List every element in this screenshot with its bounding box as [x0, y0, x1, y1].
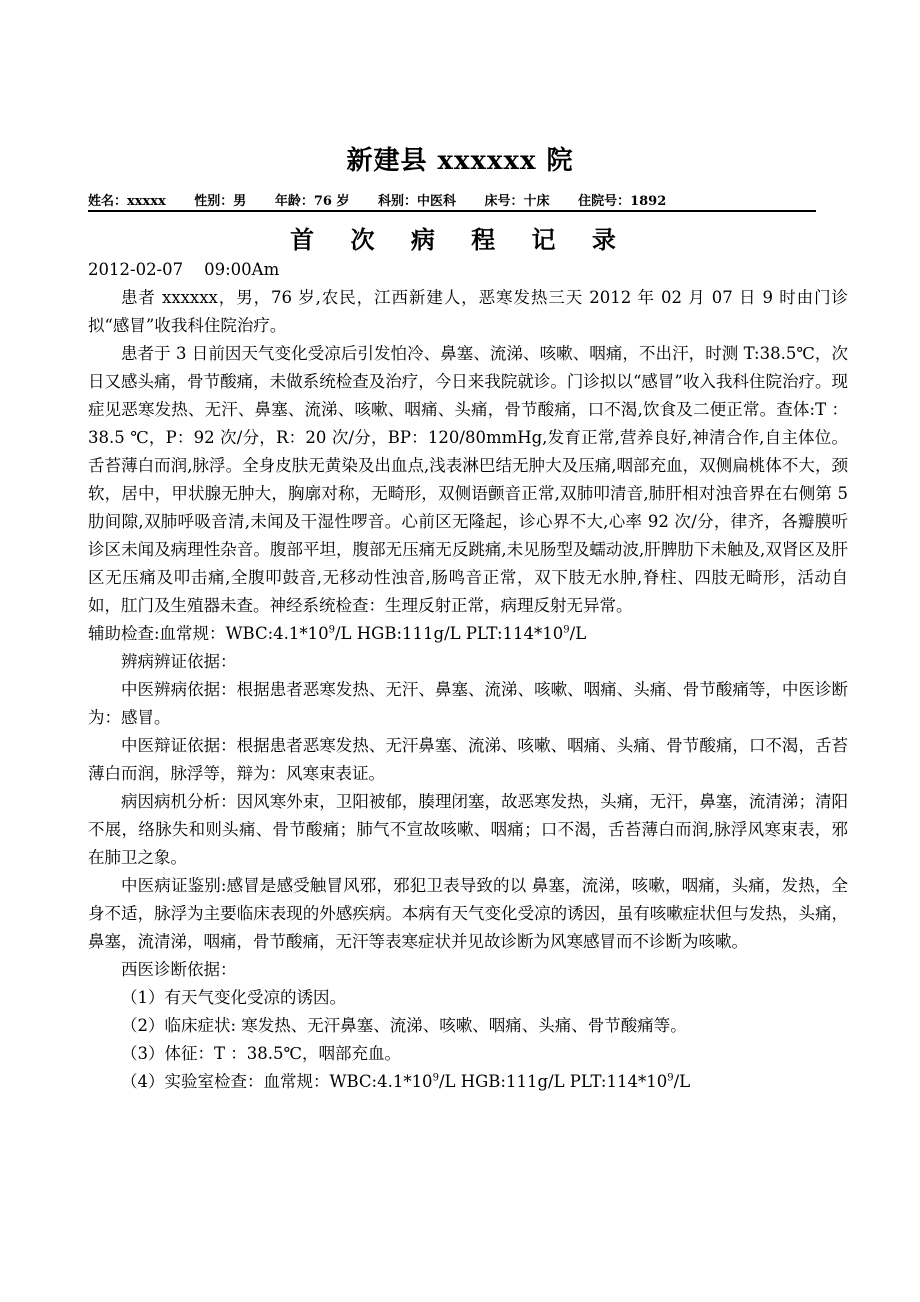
- list-item: （3）体征：T ：38.5℃，咽部充血。: [121, 1044, 401, 1063]
- department: 科别：中医科: [378, 194, 457, 209]
- tcm-differential: 中医病证鉴别:感冒是感受触冒风邪，邪犯卫表导致的以 鼻塞，流涕，咳嗽，咽痛，头痛，发热，全身不适，脉浮为主要临床表现的外感疾病。本病有天气变化受凉的诱因，虽有咳嗽症状但与发热，头痛，鼻塞，流清涕，咽痛，骨节酸痛，无汗等表寒症状并见故诊断为风寒感冒而不诊断为咳嗽。: [88, 876, 848, 951]
- list-item: （2）临床症状: 寒发热、无汗鼻塞、流涕、咳嗽、咽痛、头痛、骨节酸痛等。: [121, 1016, 687, 1035]
- list-item: （1）有天气变化受凉的诱因。: [121, 988, 346, 1007]
- hospital-name: 新建县 xxxxxx 院: [346, 146, 574, 176]
- tcm-disease-basis: 中医辨病依据：根据患者恶寒发热、无汗、鼻塞、流涕、咳嗽、咽痛、头痛、骨节酸痛等，中医诊断为：感冒。: [88, 680, 848, 727]
- patient-gender: 性别：男: [194, 194, 247, 209]
- history-and-exam: 患者于 3 日前因天气变化受凉后引发怕冷、鼻塞、流涕、咳嗽、咽痛，不出汗，时测 T:38.5℃，次日又感头痛，骨节酸痛，未做系统检查及治疗，今日来我院就诊。门诊拟以“感冒”收入我科住院治疗。现症见恶寒发热、无汗、鼻塞、流涕、咳嗽、咽痛、头痛，骨节酸痛，口不渴,饮食及二便正常。查体:T ：38.5 ℃，P：92 次/分，R：20 次/分，BP：120/80mmHg,发育正常,营养良好,神清合作,自主体位。舌苔薄白而润,脉浮。全身皮肤无黄染及出血点,浅表淋巴结无肿大及压痛,咽部充血，双侧扁桃体不大，颈软，居中，甲状腺无肿大，胸廓对称，无畸形，双侧语颤音正常,双肺叩清音,肺肝相对浊音界在右侧第 5 肋间隙,双肺呼吸音清,未闻及干湿性啰音。心前区无隆起，诊心界不大,心率 92 次/分，律齐，各瓣膜听诊区未闻及病理性杂音。腹部平坦，腹部无压痛无反跳痛,未见肠型及蠕动波,肝脾肋下未触及,双肾区及肝区无压痛及叩击痛,全腹叩鼓音,无移动性浊音,肠鸣音正常，双下肢无水肿,脊柱、四肢无畸形，活动自如，肛门及生殖器未查。神经系统检查：生理反射正常，病理反射无异常。: [88, 344, 848, 615]
- patient-name: 姓名：xxxxx: [88, 194, 166, 209]
- diagnosis-basis-heading: 辨病辨证依据：: [121, 652, 237, 671]
- patient-info-bar: [88, 190, 816, 212]
- auxiliary-exam: 辅助检查:血常规：$WBC:4.1*10^9/L$ HGB:111g/L $PLT:114*10^9/L$: [88, 624, 587, 643]
- admission-number: 住院号：1892: [578, 194, 667, 209]
- tcm-syndrome-basis: 中医辩证依据：根据患者恶寒发热、无汗鼻塞、流涕、咳嗽、咽痛、头痛、骨节酸痛，口不渴，舌苔薄白而润，脉浮等，辩为：风寒束表证。: [88, 736, 848, 783]
- chief-complaint: 患者 xxxxxx，男，76 岁,农民，江西新建人，恶寒发热三天 2012 年 02 月 07 日 9 时由门诊拟“感冒”收我科住院治疗。: [88, 288, 848, 335]
- document-title: 首 次 病 程 记 录: [290, 225, 630, 254]
- record-body: [88, 256, 848, 1096]
- etiology-analysis: 病因病机分析：因风寒外束，卫阳被郁，腠理闭塞，故恶寒发热，头痛，无汗，鼻塞，流清涕；清阳不展，络脉失和则头痛、骨节酸痛；肺气不宣故咳嗽、咽痛；口不渴，舌苔薄白而润,脉浮风寒束表，邪在肺卫之象。: [88, 792, 848, 867]
- record-datetime: 2012-02-07 09:00Am: [88, 260, 280, 279]
- patient-age: 年龄：76 岁: [274, 194, 350, 209]
- list-item: （4）实验室检查：血常规：$WBC:4.1*10^9/L$ HGB:111g/L $PLT:114*10^9/L$: [121, 1072, 691, 1091]
- bed-number: 床号：十床: [484, 194, 550, 209]
- western-basis-heading: 西医诊断依据：: [121, 960, 237, 979]
